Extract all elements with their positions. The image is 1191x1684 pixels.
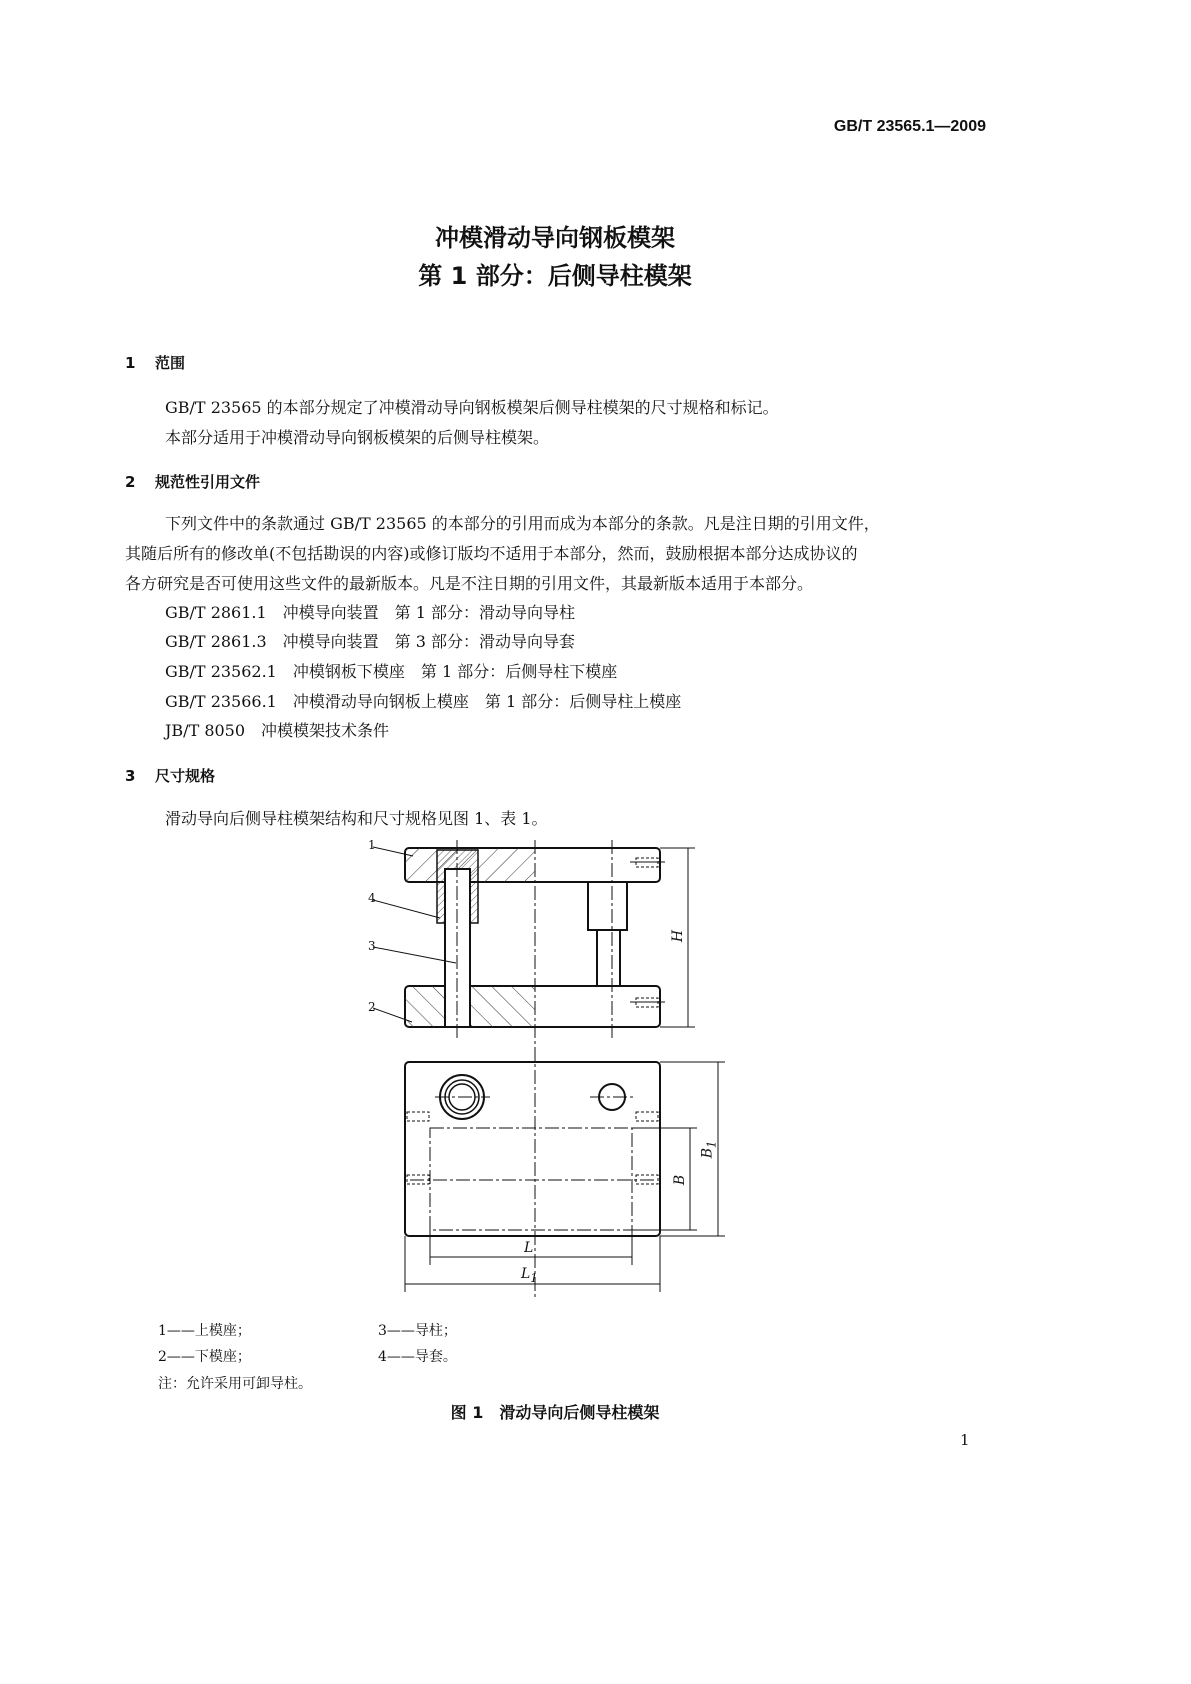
dim-H: H <box>670 929 687 943</box>
para: 本部分适用于冲模滑动导向钢板模架的后侧导柱模架。 <box>165 428 550 447</box>
reference: GB/T 23566.1 冲模滑动导向钢板上模座 第 1 部分：后侧导柱上模座 <box>165 692 682 711</box>
section-title: 规范性引用文件 <box>155 473 261 491</box>
right-post <box>597 930 620 986</box>
dim-B1 <box>699 1141 718 1159</box>
page-number: 1 <box>960 1431 970 1449</box>
section-title: 尺寸规格 <box>155 767 216 785</box>
dim-L: L <box>524 1240 534 1256</box>
reference: JB/T 8050 冲模模架技术条件 <box>165 721 390 740</box>
standard-number: GB/T 23565.1—2009 <box>833 118 986 135</box>
para: GB/T 23565 的本部分规定了冲模滑动导向钢板模架后侧导柱模架的尺寸规格和标记。 <box>165 398 779 417</box>
right-bushing <box>588 882 627 930</box>
section-number: 2 <box>125 473 136 491</box>
dim-subscript: 1 <box>530 1270 538 1285</box>
dim-subscript: 1 <box>704 1140 719 1148</box>
dim-L1 <box>521 1266 538 1285</box>
callout-4: 4 <box>368 891 376 905</box>
para: 各方研究是否可使用这些文件的最新版本。凡是不注日期的引用文件，其最新版本适用于本部分。 <box>125 574 814 593</box>
callout-1: 1 <box>368 838 376 852</box>
dim-label: L <box>521 1266 531 1282</box>
legend-item: 4——导套。 <box>378 1349 457 1365</box>
title-line-1: 冲模滑动导向钢板模架 <box>435 224 675 252</box>
section-number: 3 <box>125 767 136 785</box>
legend-item: 1——上模座； <box>158 1323 251 1339</box>
reference: GB/T 23562.1 冲模钢板下模座 第 1 部分：后侧导柱下模座 <box>165 662 618 681</box>
section-number: 1 <box>125 354 136 372</box>
title-line-2: 第 1 部分：后侧导柱模架 <box>418 262 692 290</box>
para: 下列文件中的条款通过 GB/T 23565 的本部分的引用而成为本部分的条款。凡是注日期的引用文件， <box>165 514 880 533</box>
figure-note: 注：允许采用可卸导柱。 <box>158 1376 312 1392</box>
dim-B: B <box>672 1174 689 1186</box>
reference: GB/T 2861.3 冲模导向装置 第 3 部分：滑动导向导套 <box>165 632 576 651</box>
callout-3: 3 <box>368 939 376 953</box>
legend-item: 3——导柱； <box>378 1323 457 1339</box>
reference: GB/T 2861.1 冲模导向装置 第 1 部分：滑动导向导柱 <box>165 603 576 622</box>
para: 其随后所有的修改单(不包括勘误的内容)或修订版均不适用于本部分，然而，鼓励根据本部分达成协议的 <box>125 544 858 563</box>
dim-label: B <box>699 1147 716 1159</box>
section-title: 范围 <box>155 354 186 372</box>
callout-2: 2 <box>368 1000 376 1014</box>
figure-caption: 图 1 滑动导向后侧导柱模架 <box>450 1403 660 1422</box>
para: 滑动导向后侧导柱模架结构和尺寸规格见图 1、表 1。 <box>165 809 548 828</box>
front-section-view <box>373 840 695 1300</box>
legend-item: 2——下模座； <box>158 1349 251 1365</box>
